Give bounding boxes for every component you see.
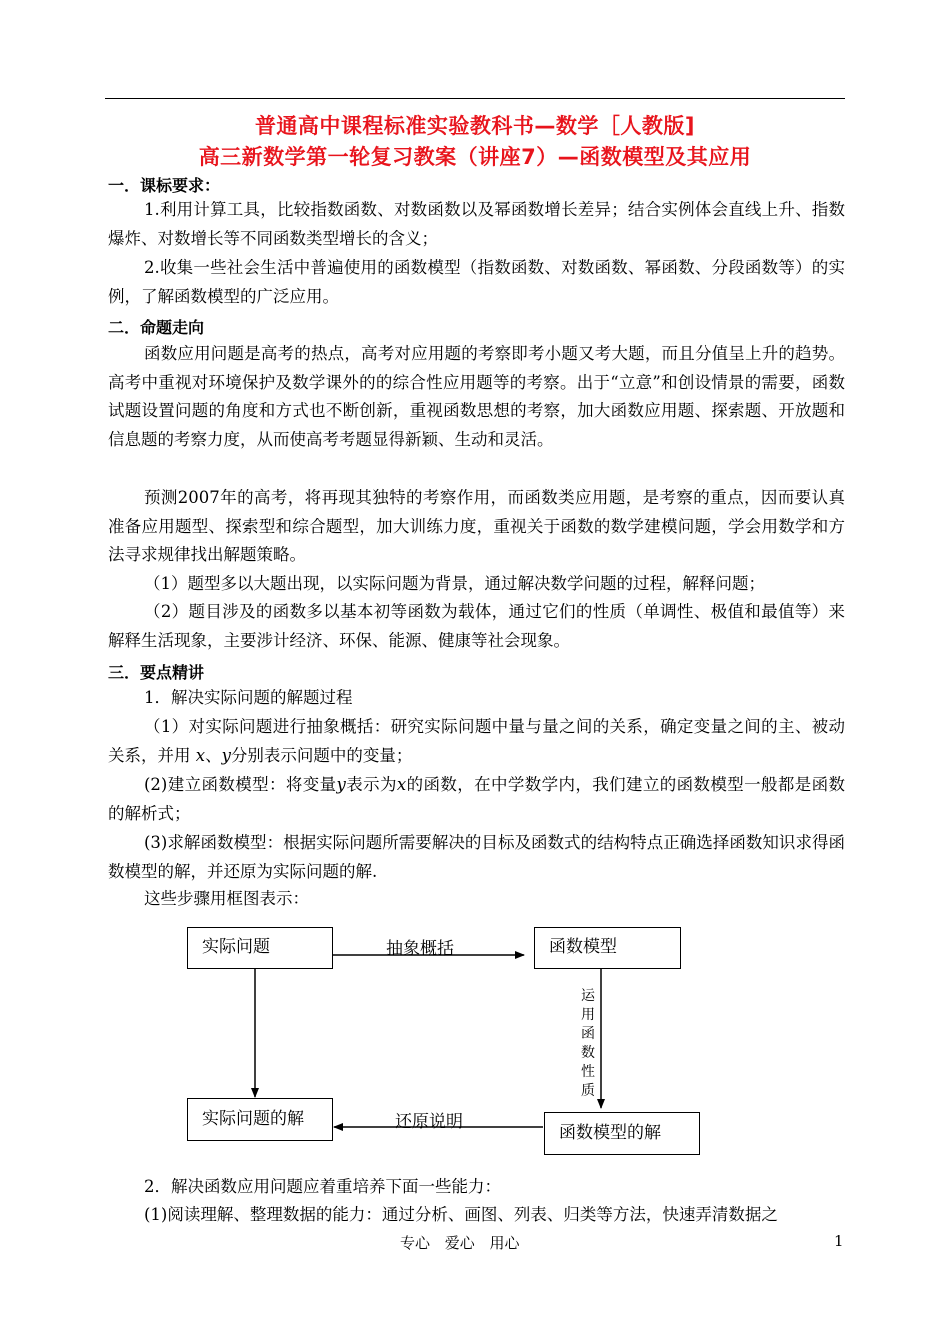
page-number: 1 [834, 1232, 844, 1250]
variable-x: x [195, 745, 206, 765]
section-2-paragraph-2: 预测2007年的高考，将再现其独特的考察作用，而函数类应用题，是考察的重点，因而要认真准备应用题型、探索型和综合题型，加大训练力度，重视关于函数的数学建模问题，学会用数学和方法寻求规律找出解题策略。 [108, 488, 845, 565]
section-3-heading: 三．要点精讲 [108, 663, 205, 682]
section-3-item-1: 1．解决实际问题的解题过程 [144, 688, 353, 707]
label-abstract: 抽象概括 [386, 939, 454, 959]
footer-motto: 专心 爱心 用心 [400, 1234, 520, 1252]
section-3-item-2: 2．解决函数应用问题应着重培养下面一些能力： [144, 1177, 501, 1196]
label-use-properties: 运用函数性质 [581, 988, 595, 1099]
box-real-solution: 实际问题的解 [187, 1098, 333, 1141]
section-2-heading: 二．命题走向 [108, 318, 205, 337]
section-3-paragraph-2: (2)建立函数模型：将变量y表示为x的函数，在中学数学内，我们建立的函数模型一般都是函数的解析式； [108, 775, 846, 823]
section-2-paragraph-4: （2）题目涉及的函数多以基本初等函数为载体，通过它们的性质（单调性、极值和最值等）来解释生活现象，主要涉计经济、环保、能源、健康等社会现象。 [108, 602, 845, 650]
section-3-paragraph-1: （1）对实际问题进行抽象概括：研究实际问题中量与量之间的关系，确定变量之间的主、被动关系，并用 x、y分别表示问题中的变量； [108, 717, 845, 765]
variable-y: y [221, 745, 231, 765]
section-1-paragraph-2: 2.收集一些社会生活中普遍使用的函数模型（指数函数、对数函数、幂函数、分段函数等）的实例，了解函数模型的广泛应用。 [108, 258, 845, 306]
box-model-solution: 函数模型的解 [544, 1112, 700, 1155]
variable-x: x [396, 775, 407, 794]
section-1-paragraph-1: 1.利用计算工具，比较指数函数、对数函数以及幂函数增长差异；结合实例体会直线上升、指数爆炸、对数增长等不同函数类型增长的含义； [108, 200, 845, 248]
section-3-item-2-1: (1)阅读理解、整理数据的能力：通过分析、画图、列表、归类等方法，快速弄清数据之 [144, 1205, 778, 1224]
section-3-flowchart-intro: 这些步骤用框图表示： [144, 889, 309, 908]
section-1-heading: 一．课标要求： [108, 176, 221, 195]
label-restore: 还原说明 [395, 1112, 463, 1132]
section-3-paragraph-3: (3)求解函数模型：根据实际问题所需要解决的目标及函数式的结构特点正确选择函数知识求得函数模型的解，并还原为实际问题的解. [108, 833, 845, 881]
box-function-model: 函数模型 [534, 927, 681, 969]
title-line-2: 高三新数学第一轮复习教案（讲座7）—函数模型及其应用 [198, 145, 752, 169]
section-2-paragraph-3: （1）题型多以大题出现，以实际问题为背景，通过解决数学问题的过程，解释问题； [144, 574, 765, 593]
section-2-paragraph-1: 函数应用问题是高考的热点，高考对应用题的考察即考小题又考大题，而且分值呈上升的趋势。高考中重视对环境保护及数学课外的的综合性应用题等的考察。出于“立意”和创设情景的需要，函数试题设置问题的角度和方式也不断创新，重视函数思想的考察，加大函数应用题、探索题、开放题和信息题的考察力度，从而使高考考题显得新颖、生动和灵活。 [108, 344, 845, 450]
title-line-1: 普通高中课程标准实验教科书—数学［人教版] [254, 114, 696, 138]
box-real-problem: 实际问题 [187, 927, 333, 969]
variable-y: y [336, 775, 346, 794]
